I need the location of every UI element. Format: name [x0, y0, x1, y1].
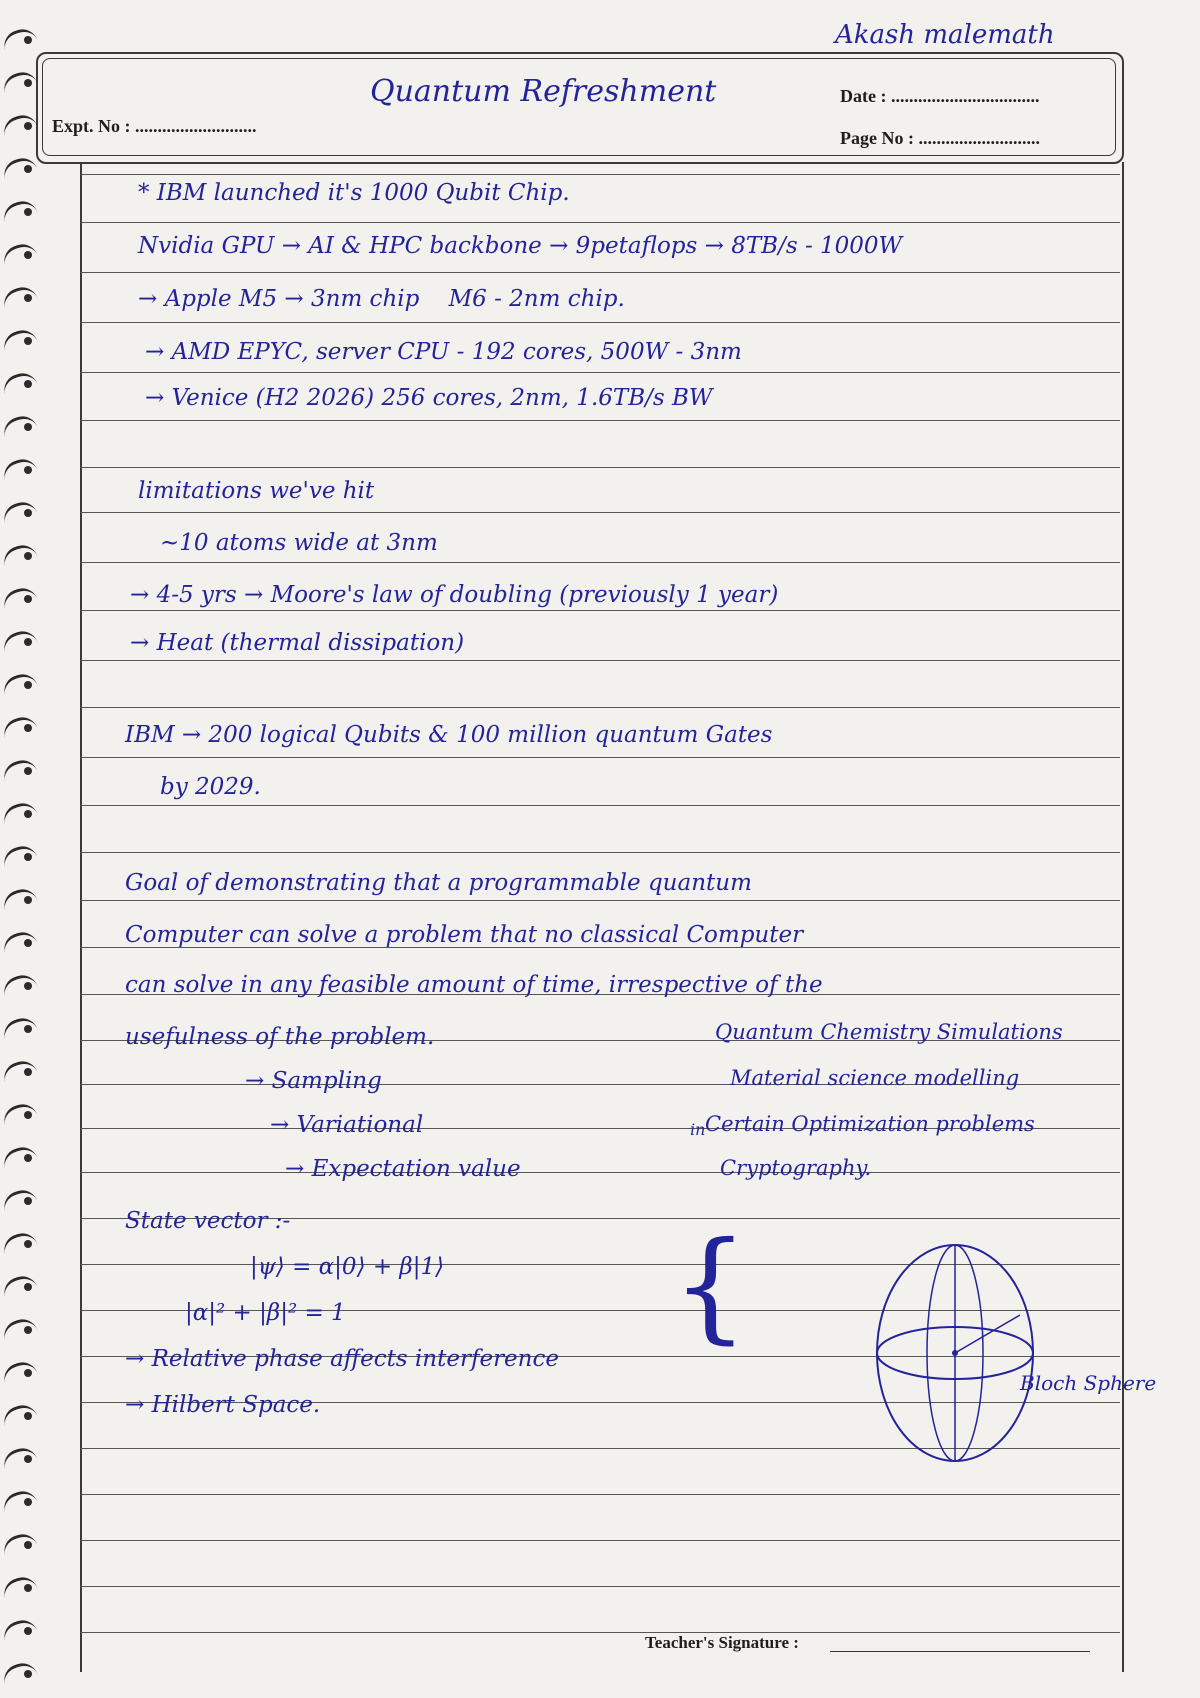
- spiral-ring: [0, 756, 38, 783]
- spiral-ring: [0, 111, 38, 138]
- spiral-ring: [0, 1530, 38, 1557]
- note-line: State vector :-: [125, 1208, 291, 1234]
- binding-hole: [24, 1283, 32, 1291]
- binding-hole: [24, 767, 32, 775]
- spiral-ring: [0, 1186, 38, 1213]
- binding-hole: [24, 1025, 32, 1033]
- in-label: in: [690, 1120, 706, 1139]
- spiral-ring: [0, 928, 38, 955]
- spiral-ring: [0, 283, 38, 310]
- expt-no-label: Expt. No : ...........................: [52, 116, 257, 136]
- binding-hole: [24, 1068, 32, 1076]
- ruled-line: [80, 562, 1120, 563]
- note-line: Goal of demonstrating that a programmable quantum: [125, 870, 752, 896]
- spiral-ring: [0, 1358, 38, 1385]
- note-line: → Venice (H2 2026) 256 cores, 2nm, 1.6TB/s BW: [145, 385, 713, 411]
- spiral-ring: [0, 670, 38, 697]
- binding-hole: [24, 165, 32, 173]
- note-line: can solve in any feasible amount of time, irrespective of the: [125, 972, 823, 998]
- spiral-ring: [0, 1659, 38, 1686]
- application-item: Quantum Chemistry Simulations: [715, 1020, 1063, 1044]
- binding-hole: [24, 208, 32, 216]
- ruled-line: [80, 272, 1120, 273]
- spiral-ring: [0, 971, 38, 998]
- binding-hole: [24, 337, 32, 345]
- spiral-ring: [0, 369, 38, 396]
- note-line: |ψ⟩ = α|0⟩ + β|1⟩: [250, 1254, 445, 1280]
- owner-name: Akash malemath: [835, 20, 1055, 50]
- ruled-line: [80, 1540, 1120, 1541]
- note-line: by 2029.: [160, 774, 261, 800]
- spiral-ring: [0, 713, 38, 740]
- spiral-ring: [0, 1229, 38, 1256]
- note-line: → Sampling: [245, 1068, 382, 1094]
- application-item: Material science modelling: [730, 1066, 1020, 1090]
- binding-hole: [24, 638, 32, 646]
- binding-hole: [24, 1498, 32, 1506]
- note-line: → Hilbert Space.: [125, 1392, 321, 1418]
- spiral-ring: [0, 1487, 38, 1514]
- binding-hole: [24, 552, 32, 560]
- binding-hole: [24, 1369, 32, 1377]
- spiral-ring: [0, 1401, 38, 1428]
- binding-hole: [24, 1541, 32, 1549]
- binding-hole: [24, 251, 32, 259]
- binding-hole: [24, 294, 32, 302]
- note-line: → Relative phase affects interference: [125, 1346, 559, 1372]
- ruled-line: [80, 222, 1120, 223]
- spiral-ring: [0, 1100, 38, 1127]
- application-item: Cryptography.: [720, 1156, 872, 1180]
- binding-hole: [24, 79, 32, 87]
- ruled-line: [80, 512, 1120, 513]
- binding-hole: [24, 939, 32, 947]
- ruled-line: [80, 805, 1120, 806]
- spiral-ring: [0, 885, 38, 912]
- note-line: → Variational: [270, 1112, 424, 1138]
- note-line: limitations we've hit: [138, 478, 375, 504]
- binding-hole: [24, 724, 32, 732]
- application-item: Certain Optimization problems: [705, 1112, 1035, 1136]
- spiral-ring: [0, 498, 38, 525]
- spiral-ring: [0, 154, 38, 181]
- center-point: [952, 1350, 958, 1356]
- spiral-ring: [0, 584, 38, 611]
- ruled-line: [80, 707, 1120, 708]
- note-line: Nvidia GPU → AI & HPC backbone → 9petaflops → 8TB/s - 1000W: [138, 233, 903, 259]
- spiral-ring: [0, 1616, 38, 1643]
- spiral-ring: [0, 1057, 38, 1084]
- spiral-ring: [0, 455, 38, 482]
- ruled-line: [80, 174, 1120, 175]
- note-line: → 4-5 yrs → Moore's law of doubling (previously 1 year): [130, 582, 779, 608]
- ruled-line: [80, 1586, 1120, 1587]
- binding-hole: [24, 1627, 32, 1635]
- note-line: → Expectation value: [285, 1156, 521, 1182]
- binding-hole: [24, 122, 32, 130]
- ruled-line: [80, 610, 1120, 611]
- brace-symbol: {: [672, 1217, 749, 1356]
- spiral-ring: [0, 326, 38, 353]
- binding-hole: [24, 1584, 32, 1592]
- binding-hole: [24, 1240, 32, 1248]
- ruled-line: [80, 757, 1120, 758]
- note-line: → Heat (thermal dissipation): [130, 630, 465, 656]
- spiral-ring: [0, 197, 38, 224]
- binding-hole: [24, 1455, 32, 1463]
- binding-hole: [24, 380, 32, 388]
- spiral-ring: [0, 1315, 38, 1342]
- signature-line: [830, 1651, 1090, 1652]
- spiral-ring: [0, 541, 38, 568]
- binding-hole: [24, 1111, 32, 1119]
- binding-hole: [24, 466, 32, 474]
- page-no-label: Page No : ...........................: [840, 128, 1040, 148]
- note-line: ~10 atoms wide at 3nm: [160, 530, 438, 556]
- binding-hole: [24, 853, 32, 861]
- ruled-line: [80, 372, 1120, 373]
- ruled-line: [80, 322, 1120, 323]
- spiral-ring: [0, 1573, 38, 1600]
- note-line: → AMD EPYC, server CPU - 192 cores, 500W - 3nm: [145, 339, 742, 365]
- binding-hole: [24, 896, 32, 904]
- ruled-line: [80, 1172, 1120, 1173]
- binding-hole: [24, 1154, 32, 1162]
- spiral-ring: [0, 1014, 38, 1041]
- page-title: Quantum Refreshment: [370, 74, 717, 109]
- note-line: |α|² + |β|² = 1: [185, 1300, 346, 1326]
- note-line: usefulness of the problem.: [125, 1024, 435, 1050]
- date-label: Date : .................................: [840, 86, 1040, 106]
- ruled-line: [80, 467, 1120, 468]
- binding-hole: [24, 982, 32, 990]
- spiral-ring: [0, 1444, 38, 1471]
- note-line: → Apple M5 → 3nm chip M6 - 2nm chip.: [138, 286, 625, 312]
- binding-hole: [24, 509, 32, 517]
- spiral-ring: [0, 25, 38, 52]
- spiral-binding: [0, 0, 40, 1698]
- binding-hole: [24, 1412, 32, 1420]
- ruled-line: [80, 852, 1120, 853]
- binding-hole: [24, 423, 32, 431]
- binding-hole: [24, 810, 32, 818]
- ruled-line: [80, 1632, 1120, 1633]
- spiral-ring: [0, 1143, 38, 1170]
- binding-hole: [24, 1197, 32, 1205]
- spiral-ring: [0, 1272, 38, 1299]
- ruled-line: [80, 660, 1120, 661]
- ruled-line: [80, 900, 1120, 901]
- spiral-ring: [0, 842, 38, 869]
- spiral-ring: [0, 627, 38, 654]
- note-line: IBM → 200 logical Qubits & 100 million quantum Gates: [125, 722, 773, 748]
- bloch-sphere-label: Bloch Sphere: [1020, 1371, 1157, 1395]
- binding-hole: [24, 1326, 32, 1334]
- spiral-ring: [0, 240, 38, 267]
- binding-hole: [24, 1670, 32, 1678]
- ruled-line: [80, 420, 1120, 421]
- spiral-ring: [0, 799, 38, 826]
- teacher-signature-label: Teacher's Signature :: [645, 1633, 799, 1652]
- binding-hole: [24, 36, 32, 44]
- ruled-line: [80, 1494, 1120, 1495]
- spiral-ring: [0, 68, 38, 95]
- bloch-sphere-diagram: [870, 1235, 1040, 1465]
- note-line: Computer can solve a problem that no classical Computer: [125, 922, 804, 948]
- spiral-ring: [0, 412, 38, 439]
- binding-hole: [24, 681, 32, 689]
- note-line: * IBM launched it's 1000 Qubit Chip.: [138, 180, 570, 206]
- binding-hole: [24, 595, 32, 603]
